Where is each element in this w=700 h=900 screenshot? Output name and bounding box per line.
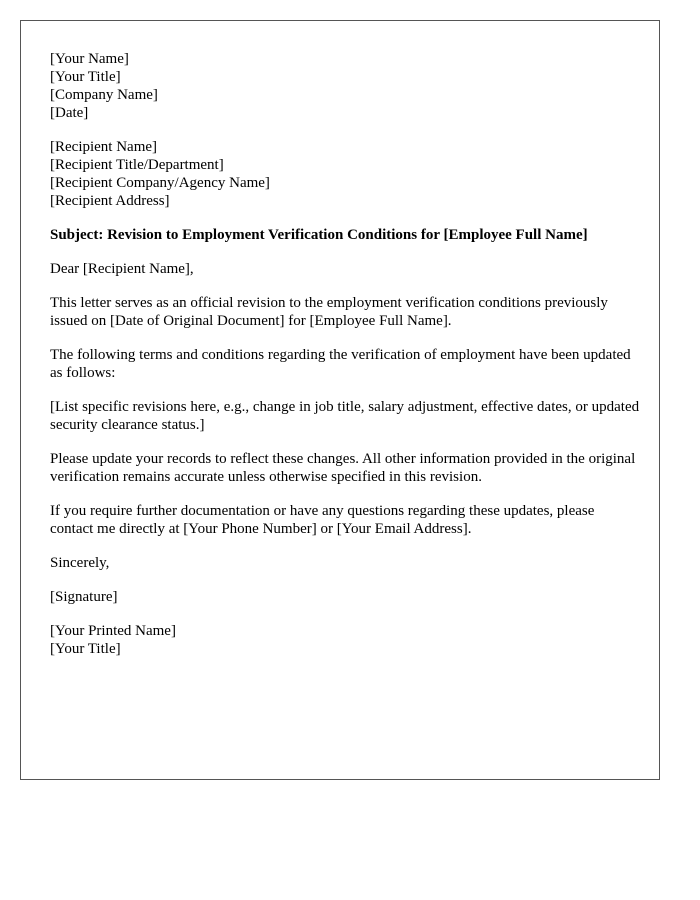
salutation: Dear [Recipient Name], bbox=[50, 261, 194, 277]
signoff-title: [Your Title] bbox=[50, 641, 121, 657]
subject-line: Subject: Revision to Employment Verification Conditions for [Employee Full Name] bbox=[50, 227, 588, 243]
sender-company: [Company Name] bbox=[50, 87, 158, 103]
signoff-block bbox=[50, 622, 640, 658]
recipient-company-agency: [Recipient Company/Agency Name] bbox=[50, 175, 270, 191]
paragraph-terms: The following terms and conditions regarding the verification of employment have been updated as follows: bbox=[50, 347, 631, 381]
recipient-block bbox=[50, 138, 640, 210]
sender-block bbox=[50, 50, 640, 122]
signature: [Signature] bbox=[50, 589, 118, 605]
printed-name: [Your Printed Name] bbox=[50, 623, 176, 639]
sender-title: [Your Title] bbox=[50, 69, 121, 85]
paragraph-revisions: [List specific revisions here, e.g., change in job title, salary adjustment, effective dates, or updated security clearance status.] bbox=[50, 399, 640, 433]
recipient-name: [Recipient Name] bbox=[50, 139, 158, 155]
paragraph-update-records: Please update your records to reflect these changes. All other information provided in the original verification remains accurate unless otherwise specified in this revision. bbox=[50, 451, 636, 485]
paragraph-contact: If you require further documentation or have any questions regarding these updates, please contact me directly at [Your Phone Number] or [Your Email Address]. bbox=[50, 503, 595, 537]
paragraph-intro: This letter serves as an official revision to the employment verification conditions previously issued on [Date of Original Document] for [Employee Full Name]. bbox=[50, 295, 608, 329]
letter-body bbox=[50, 50, 640, 674]
sender-name: [Your Name] bbox=[50, 51, 129, 67]
closing: Sincerely, bbox=[50, 555, 110, 571]
letter-date: [Date] bbox=[50, 105, 89, 121]
letter-frame bbox=[20, 20, 660, 780]
recipient-title-department: [Recipient Title/Department] bbox=[50, 157, 224, 173]
recipient-address: [Recipient Address] bbox=[50, 193, 170, 209]
